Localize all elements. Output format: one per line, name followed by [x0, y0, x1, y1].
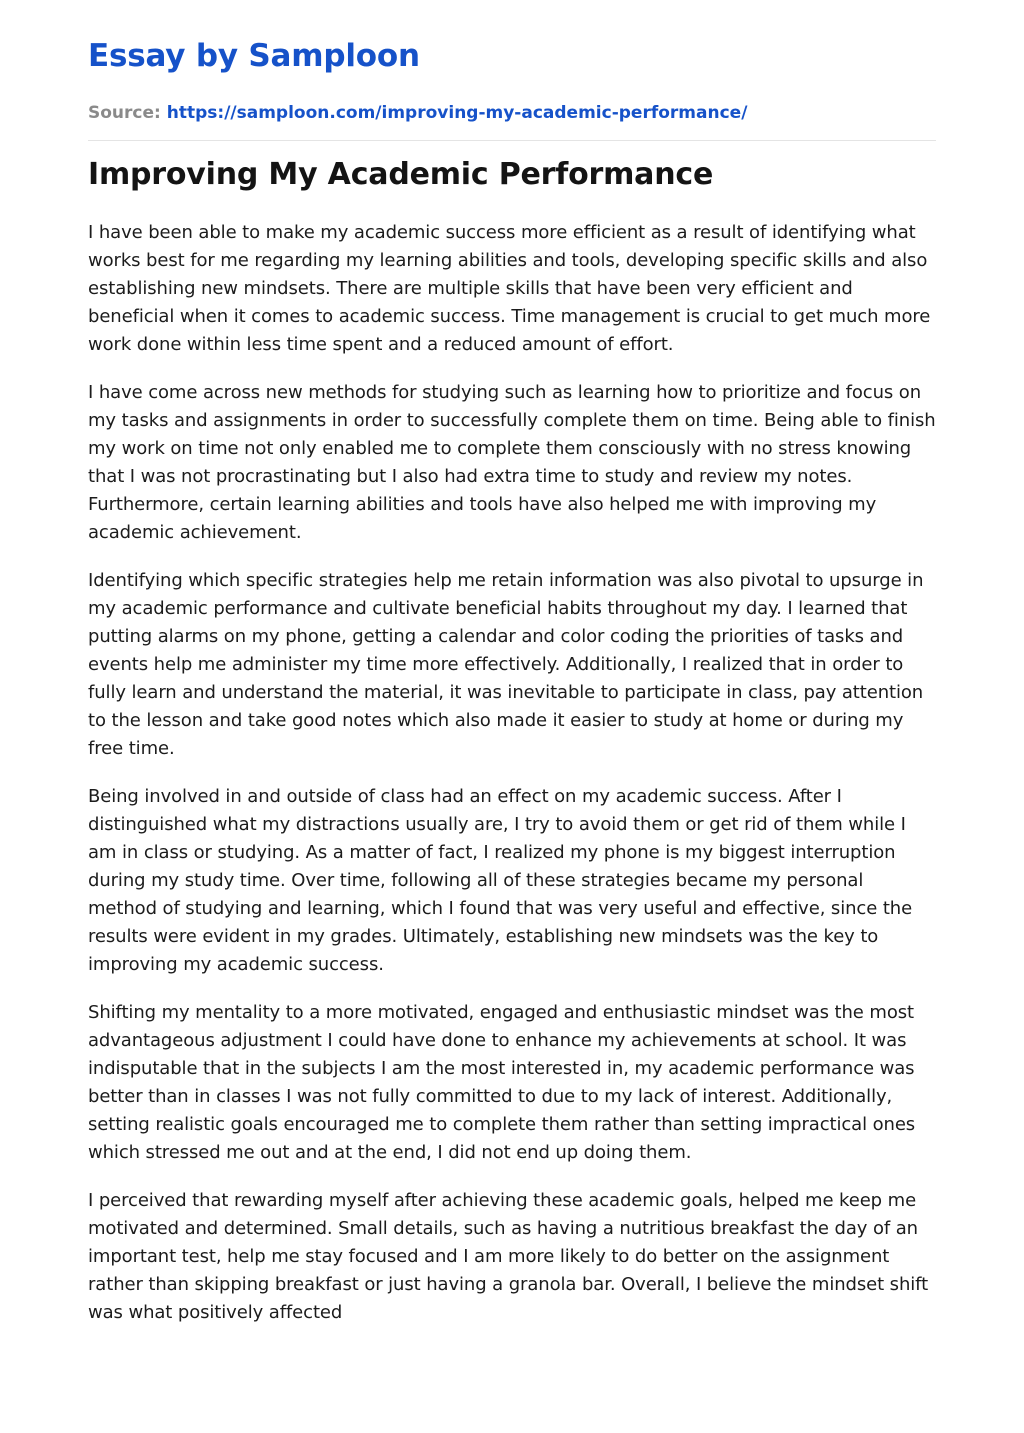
essay-paragraph: Shifting my mentality to a more motivated, engaged and enthusiastic mindset was the most advantageous adjustment I could have done to enhance my achievements at school. It was indisputable that in the subjects I am the most interested in, my academic performance was better than in classes I was not fully committed to due to my lack of interest. Additionally, setting realistic goals encouraged me to complete them rather than setting impractical ones which stressed me out and at the end, I did not end up doing them. [88, 1002, 916, 1163]
source-label: Source: [88, 103, 161, 123]
source-link[interactable]: https://samploon.com/improving-my-academic-performance/ [166, 103, 748, 123]
header-divider [88, 140, 936, 141]
essay-title: Improving My Academic Performance [88, 157, 714, 192]
essay-paragraph: I perceived that rewarding myself after achieving these academic goals, helped me keep me motivated and determined. Small details, such as having a nutritious breakfast the day of an important test, help me stay focused and I am more likely to do better on the assignment rather than skipping breakfast or just having a granola bar. Overall, I believe the mindset shift was what positively affected [88, 1190, 929, 1323]
essay-paragraph: Being involved in and outside of class had an effect on my academic success. After I distinguished what my distractions usually are, I try to avoid them or get rid of them while I am in class or studying. As a matter of fact, I realized my phone is my biggest interruption during my study time. Over time, following all of these strategies became my personal method of studying and learning, which I found that was very useful and effective, since the results were evident in my grades. Ultimately, establishing new mindsets was the key to improving my academic success. [88, 786, 913, 975]
essay-paragraph: I have been able to make my academic success more efficient as a result of identifying what works best for me regarding my learning abilities and tools, developing specific skills and also establishing new mindsets. There are multiple skills that have been very efficient and beneficial when it comes to academic success. Time management is crucial to get much more work done within less time spent and a reduced amount of effort. [88, 222, 931, 355]
essay-paragraph: I have come across new methods for studying such as learning how to prioritize and focus on my tasks and assignments in order to successfully complete them on time. Being able to finish my work on time not only enabled me to complete them consciously with no stress knowing that I was not procrastinating but I also had extra time to study and review my notes. Furthermore, certain learning abilities and tools have also helped me with improving my academic achievement. [88, 382, 936, 543]
brand-title: Essay by Samploon [88, 38, 420, 74]
essay-body [88, 219, 936, 1327]
source-line [88, 102, 936, 124]
essay-paragraph: Identifying which specific strategies help me retain information was also pivotal to upsurge in my academic performance and cultivate beneficial habits throughout my day. I learned that putting alarms on my phone, getting a calendar and color coding the priorities of tasks and events help me administer my time more effectively. Additionally, I realized that in order to fully learn and understand the material, it was inevitable to participate in class, pay attention to the lesson and take good notes which also made it easier to study at home or during my free time. [88, 570, 924, 759]
